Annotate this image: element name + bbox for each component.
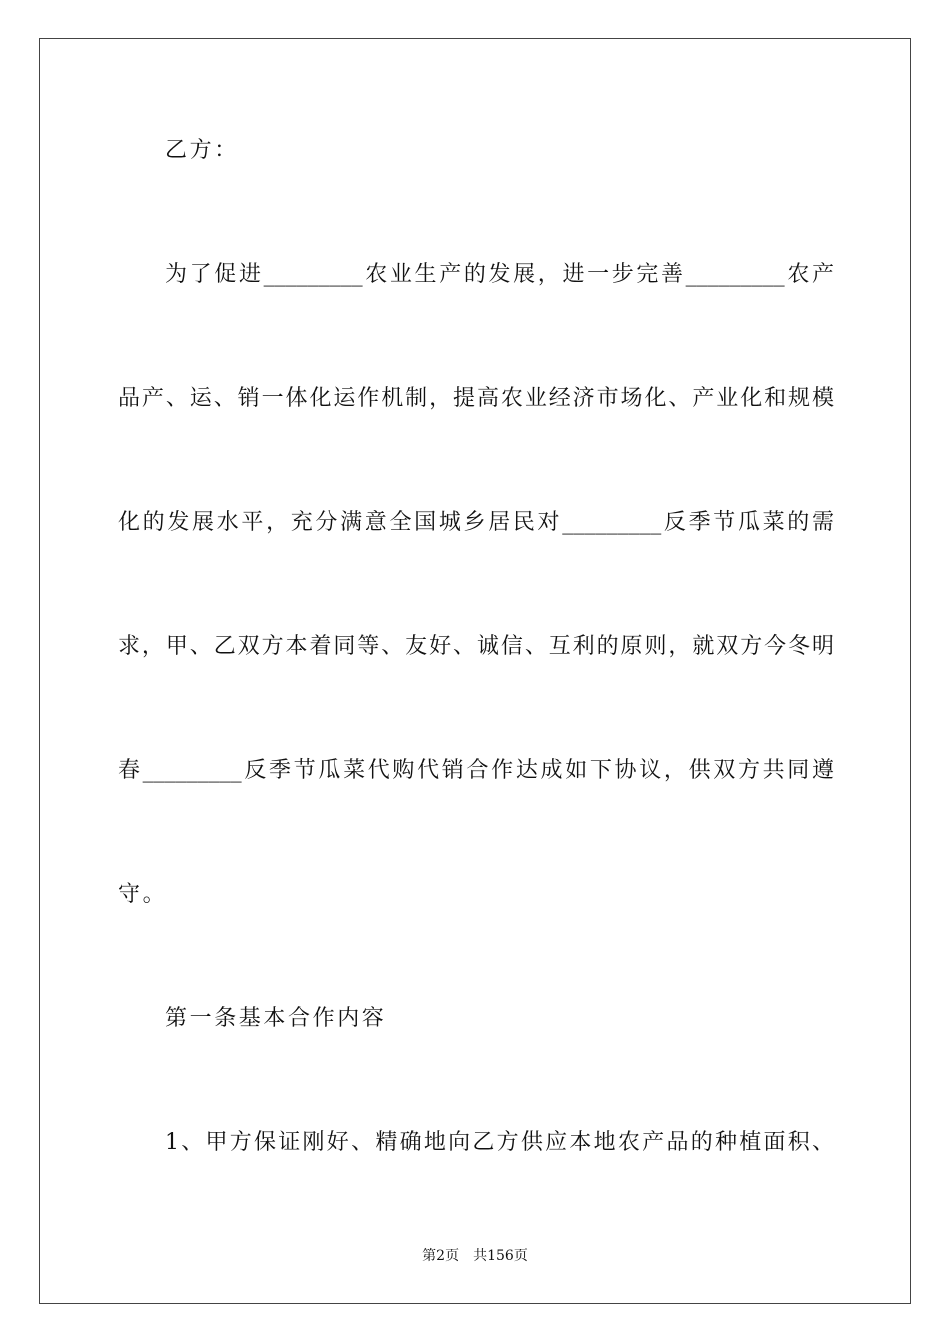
party-b-label: 乙方： xyxy=(165,138,239,163)
paragraph-line: 守。 xyxy=(118,882,168,907)
page-border xyxy=(39,38,911,1304)
page-footer xyxy=(0,1246,950,1266)
paragraph-line: 品产、运、销一体化运作机制，提高农业经济市场化、产业化和规模 xyxy=(118,386,834,411)
page-total: 共156页 xyxy=(473,1248,528,1264)
article-heading: 第一条基本合作内容 xyxy=(165,1006,387,1031)
paragraph-line: 为了促进_________农业生产的发展，进一步完善_________农产 xyxy=(165,262,834,287)
paragraph-line: 化的发展水平，充分满意全国城乡居民对_________反季节瓜菜的需 xyxy=(118,510,834,535)
page-number: 第2页 xyxy=(422,1248,460,1264)
paragraph-line: 1、甲方保证刚好、精确地向乙方供应本地农产品的种植面积、 xyxy=(165,1130,834,1155)
paragraph-line: 求，甲、乙双方本着同等、友好、诚信、互利的原则，就双方今冬明 xyxy=(118,634,834,659)
paragraph-line: 春_________反季节瓜菜代购代销合作达成如下协议，供双方共同遵 xyxy=(118,758,834,783)
